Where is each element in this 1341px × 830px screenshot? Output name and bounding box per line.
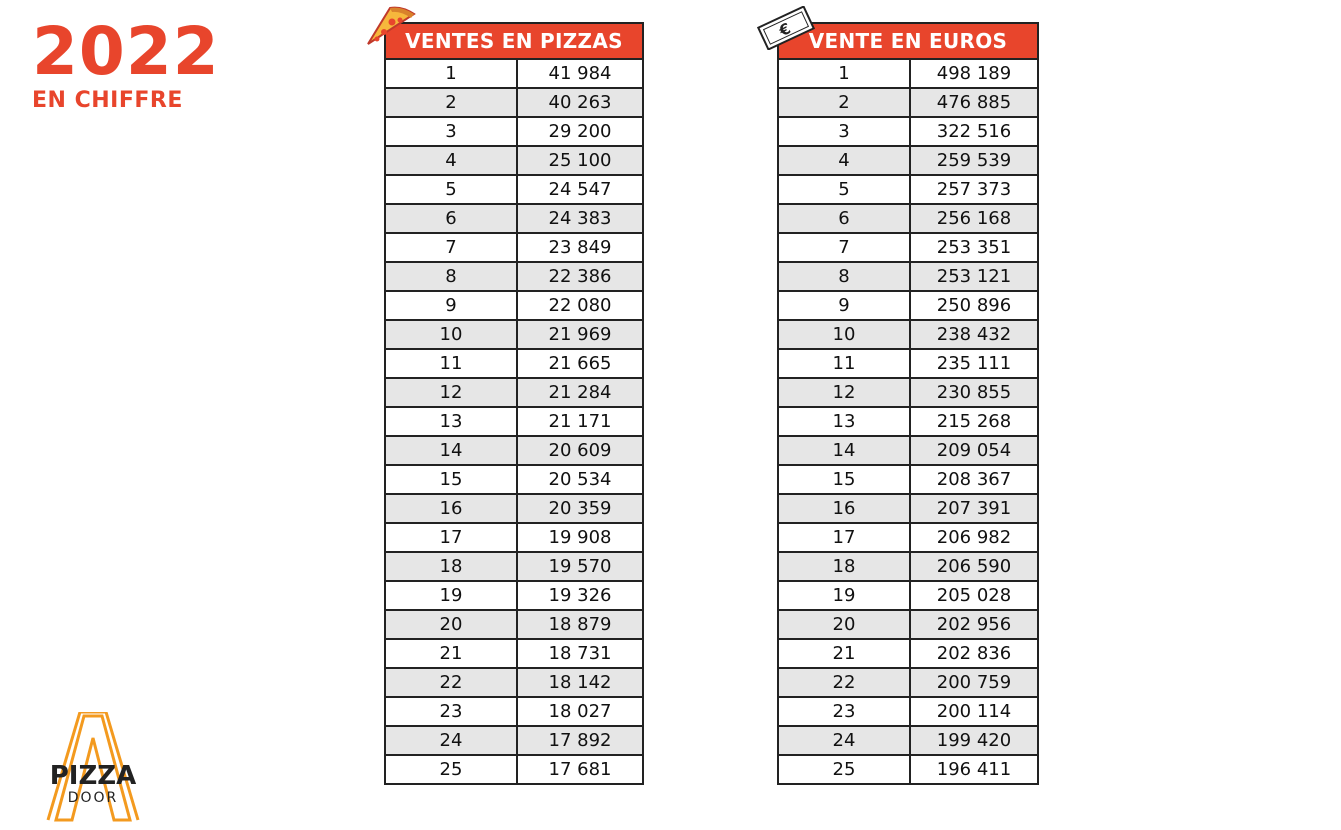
euros-table-row (778, 349, 1038, 378)
euros-value-cell: 257 373 (910, 175, 1038, 204)
pizzas-value-cell: 25 100 (517, 146, 643, 175)
euros-value-cell: 238 432 (910, 320, 1038, 349)
euros-table-row (778, 146, 1038, 175)
pizzas-value-cell: 21 284 (517, 378, 643, 407)
euros-value-cell: 202 836 (910, 639, 1038, 668)
euros-rank-cell: 16 (778, 494, 910, 523)
pizzas-rank-cell: 16 (385, 494, 517, 523)
euros-table-row (778, 59, 1038, 88)
pizzas-table-row (385, 494, 643, 523)
pizzas-table-row (385, 755, 643, 784)
euros-value-cell: 476 885 (910, 88, 1038, 117)
pizzas-value-cell: 18 731 (517, 639, 643, 668)
euros-value-cell: 209 054 (910, 436, 1038, 465)
euros-rank-cell: 4 (778, 146, 910, 175)
pizzas-table-row (385, 146, 643, 175)
pizzas-rank-cell: 19 (385, 581, 517, 610)
euros-rank-cell: 8 (778, 262, 910, 291)
pizzas-value-cell: 20 359 (517, 494, 643, 523)
euros-value-cell: 230 855 (910, 378, 1038, 407)
euros-rank-cell: 14 (778, 436, 910, 465)
pizzas-table-row (385, 262, 643, 291)
pizzas-table-row (385, 204, 643, 233)
euros-rank-cell: 15 (778, 465, 910, 494)
euro-symbol: € (776, 19, 794, 41)
euros-table-row (778, 697, 1038, 726)
euros-table-row (778, 465, 1038, 494)
pizzas-value-cell: 18 027 (517, 697, 643, 726)
euros-rank-cell: 19 (778, 581, 910, 610)
pizzas-table-row (385, 233, 643, 262)
pizzas-value-cell: 29 200 (517, 117, 643, 146)
pizzas-rank-cell: 1 (385, 59, 517, 88)
euros-table-row (778, 436, 1038, 465)
euros-value-cell: 206 982 (910, 523, 1038, 552)
pizzas-table-row (385, 668, 643, 697)
euros-value-cell: 215 268 (910, 407, 1038, 436)
euros-value-cell: 256 168 (910, 204, 1038, 233)
euros-value-cell: 322 516 (910, 117, 1038, 146)
pizzas-rank-cell: 11 (385, 349, 517, 378)
euros-rank-cell: 7 (778, 233, 910, 262)
pizzas-value-cell: 41 984 (517, 59, 643, 88)
euros-table-row (778, 494, 1038, 523)
pizzas-rank-cell: 22 (385, 668, 517, 697)
euros-rank-cell: 13 (778, 407, 910, 436)
pizzas-table-row (385, 378, 643, 407)
euros-table-header: VENTE EN EUROS (778, 23, 1038, 59)
euros-rank-cell: 23 (778, 697, 910, 726)
pizzas-table-row (385, 465, 643, 494)
euros-table-row (778, 610, 1038, 639)
euros-sales-table (777, 22, 1039, 785)
euro-banknote-icon (755, 6, 817, 50)
pizzas-rank-cell: 5 (385, 175, 517, 204)
pizzas-value-cell: 40 263 (517, 88, 643, 117)
euros-table-row (778, 320, 1038, 349)
pizzas-rank-cell: 9 (385, 291, 517, 320)
pizzas-table-row (385, 610, 643, 639)
pizzas-rank-cell: 25 (385, 755, 517, 784)
pizzas-value-cell: 22 080 (517, 291, 643, 320)
pizzas-value-cell: 21 969 (517, 320, 643, 349)
pizzas-value-cell: 20 609 (517, 436, 643, 465)
pizzas-value-cell: 18 879 (517, 610, 643, 639)
pizzas-rank-cell: 18 (385, 552, 517, 581)
euros-rank-cell: 10 (778, 320, 910, 349)
pizzas-value-cell: 21 171 (517, 407, 643, 436)
euros-rank-cell: 17 (778, 523, 910, 552)
pizzas-rank-cell: 23 (385, 697, 517, 726)
pizzas-sales-table (384, 22, 644, 785)
pizzas-value-cell: 19 326 (517, 581, 643, 610)
euros-table-row (778, 378, 1038, 407)
pizzas-table-row (385, 175, 643, 204)
euros-table-row (778, 755, 1038, 784)
pizzas-value-cell: 19 908 (517, 523, 643, 552)
pizzas-sales-table-wrapper (384, 22, 644, 785)
euros-value-cell: 253 351 (910, 233, 1038, 262)
pizzas-table-row (385, 117, 643, 146)
euros-table-row (778, 291, 1038, 320)
pizzas-value-cell: 18 142 (517, 668, 643, 697)
pizzas-rank-cell: 15 (385, 465, 517, 494)
logo-name: PIZZA (49, 761, 137, 791)
pizzas-rank-cell: 14 (385, 436, 517, 465)
euros-table-row (778, 117, 1038, 146)
page-subtitle: EN CHIFFRE (32, 88, 183, 113)
euros-sales-table-wrapper (776, 19, 1039, 785)
pizzas-value-cell: 22 386 (517, 262, 643, 291)
euros-table-row (778, 581, 1038, 610)
pizzas-value-cell: 24 383 (517, 204, 643, 233)
euros-value-cell: 253 121 (910, 262, 1038, 291)
pizzas-table-row (385, 349, 643, 378)
euros-rank-cell: 24 (778, 726, 910, 755)
euros-table-row (778, 639, 1038, 668)
euros-table-row (778, 668, 1038, 697)
pizzas-rank-cell: 10 (385, 320, 517, 349)
euros-table-row (778, 407, 1038, 436)
euros-value-cell: 205 028 (910, 581, 1038, 610)
pizzas-rank-cell: 13 (385, 407, 517, 436)
euros-value-cell: 206 590 (910, 552, 1038, 581)
euros-value-cell: 196 411 (910, 755, 1038, 784)
pizzas-value-cell: 17 892 (517, 726, 643, 755)
pizzas-table-body (385, 59, 643, 784)
euros-value-cell: 498 189 (910, 59, 1038, 88)
pizzas-rank-cell: 24 (385, 726, 517, 755)
pizzas-value-cell: 24 547 (517, 175, 643, 204)
pizzas-value-cell: 20 534 (517, 465, 643, 494)
pizzas-table-row (385, 88, 643, 117)
euros-rank-cell: 3 (778, 117, 910, 146)
euros-table-row (778, 552, 1038, 581)
euros-value-cell: 200 759 (910, 668, 1038, 697)
euros-value-cell: 208 367 (910, 465, 1038, 494)
pizzas-rank-cell: 2 (385, 88, 517, 117)
pizzas-table-row (385, 552, 643, 581)
euros-value-cell: 199 420 (910, 726, 1038, 755)
pizzas-rank-cell: 8 (385, 262, 517, 291)
pizzas-table-row (385, 697, 643, 726)
pizzas-table-row (385, 639, 643, 668)
euros-table-row (778, 262, 1038, 291)
euros-rank-cell: 20 (778, 610, 910, 639)
logo-sub: DOOR (67, 790, 119, 806)
pizzas-rank-cell: 4 (385, 146, 517, 175)
euros-value-cell: 259 539 (910, 146, 1038, 175)
euros-rank-cell: 11 (778, 349, 910, 378)
euros-table-row (778, 523, 1038, 552)
pizzas-rank-cell: 12 (385, 378, 517, 407)
euros-table-row (778, 233, 1038, 262)
pizzas-value-cell: 23 849 (517, 233, 643, 262)
euros-rank-cell: 18 (778, 552, 910, 581)
euros-value-cell: 207 391 (910, 494, 1038, 523)
euros-table-row (778, 204, 1038, 233)
pizzas-value-cell: 19 570 (517, 552, 643, 581)
pizzas-table-row (385, 581, 643, 610)
euros-table-row (778, 88, 1038, 117)
euros-rank-cell: 6 (778, 204, 910, 233)
euros-rank-cell: 9 (778, 291, 910, 320)
pizzas-table-row (385, 523, 643, 552)
pizzas-table-row (385, 320, 643, 349)
euros-rank-cell: 2 (778, 88, 910, 117)
pizzas-rank-cell: 6 (385, 204, 517, 233)
pizzas-rank-cell: 17 (385, 523, 517, 552)
pizzas-value-cell: 17 681 (517, 755, 643, 784)
pizzas-rank-cell: 20 (385, 610, 517, 639)
pizzas-table-row (385, 59, 643, 88)
pizzas-table-row (385, 407, 643, 436)
euros-value-cell: 250 896 (910, 291, 1038, 320)
euros-value-cell: 202 956 (910, 610, 1038, 639)
title-block (32, 13, 220, 114)
euros-rank-cell: 1 (778, 59, 910, 88)
pizza-slice-icon (362, 4, 422, 50)
pizzas-table-row (385, 436, 643, 465)
euros-rank-cell: 25 (778, 755, 910, 784)
pizzas-rank-cell: 7 (385, 233, 517, 262)
euros-rank-cell: 21 (778, 639, 910, 668)
euros-rank-cell: 5 (778, 175, 910, 204)
pizzas-rank-cell: 21 (385, 639, 517, 668)
euros-rank-cell: 22 (778, 668, 910, 697)
pizza-door-logo (38, 712, 148, 824)
euros-value-cell: 235 111 (910, 349, 1038, 378)
euros-table-row (778, 175, 1038, 204)
pizzas-table-row (385, 726, 643, 755)
euros-table-row (778, 726, 1038, 755)
page-title-year: 2022 (32, 13, 220, 90)
pizzas-value-cell: 21 665 (517, 349, 643, 378)
pizzas-table-header: VENTES EN PIZZAS (385, 23, 643, 59)
euros-rank-cell: 12 (778, 378, 910, 407)
euros-value-cell: 200 114 (910, 697, 1038, 726)
euros-table-body (778, 59, 1038, 784)
pizzas-rank-cell: 3 (385, 117, 517, 146)
pizzas-table-row (385, 291, 643, 320)
